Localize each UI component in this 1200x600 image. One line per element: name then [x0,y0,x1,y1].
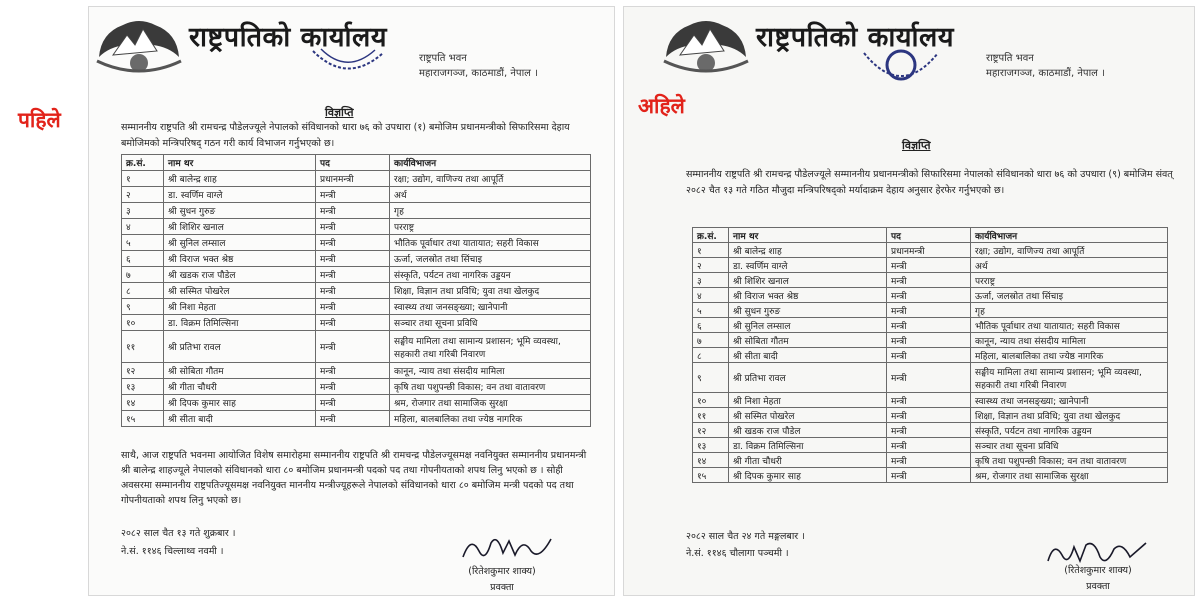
name-cell: श्री खडक राज पौडेल [164,267,316,283]
table-row [693,423,1168,438]
serial-cell: ४ [122,219,164,235]
name-cell: श्री निशा मेहता [729,393,887,408]
table-header-row [693,228,1168,243]
name-cell: श्री दिपक कुमार साह [164,395,316,411]
portfolio-cell: कानून, न्याय तथा संसदीय मामिला [390,363,591,379]
nepal-sambat-date-line: ने.सं. ११४६ चौलागा पञ्चमी । [686,548,789,559]
post-cell: मन्त्री [887,318,971,333]
address-line-1: राष्ट्रपति भवन [419,53,467,64]
serial-cell: ८ [693,348,729,363]
notice-before [88,6,615,596]
table-row [693,273,1168,288]
column-header: कार्यविभाजन [390,155,591,171]
post-cell: मन्त्री [887,438,971,453]
serial-cell: ९ [693,363,729,393]
post-cell: मन्त्री [316,187,390,203]
serial-cell: १४ [693,453,729,468]
column-header: क्र.सं. [122,155,164,171]
signer-title: प्रवक्ता [490,582,514,593]
serial-cell: १० [122,315,164,331]
signer-name: (रितेशकुमार शाक्य) [1064,565,1132,576]
post-cell: मन्त्री [316,395,390,411]
signatory [1028,563,1168,595]
address-line-1: राष्ट्रपति भवन [986,53,1034,64]
office-title: राष्ट्रपतिको कार्यालय [756,22,954,53]
table-row [693,258,1168,273]
portfolio-cell: परराष्ट्र [971,273,1168,288]
name-cell: श्री सीता बादी [164,411,316,427]
post-cell: मन्त्री [316,219,390,235]
post-cell: मन्त्री [316,411,390,427]
portfolio-cell: श्रम, रोजगार तथा सामाजिक सुरक्षा [390,395,591,411]
name-cell: श्री सुनिल लम्साल [729,318,887,333]
name-cell: श्री सस्मित पोखरेल [164,283,316,299]
nepal-emblem-icon [93,11,185,83]
handwritten-signature [457,531,557,565]
post-cell: मन्त्री [887,333,971,348]
name-cell: श्री निशा मेहता [164,299,316,315]
name-cell: श्री सुधन गुरुङ [164,203,316,219]
table-row [693,303,1168,318]
portfolio-cell: श्रम, रोजगार तथा सामाजिक सुरक्षा [971,468,1168,483]
serial-cell: १ [122,171,164,187]
portfolio-cell: महिला, बालबालिका तथा ज्येष्ठ नागरिक [971,348,1168,363]
serial-cell: ३ [693,273,729,288]
post-cell: मन्त्री [887,303,971,318]
portfolio-cell: स्वास्थ्य तथा जनसङ्ख्या; खानेपानी [390,299,591,315]
serial-cell: ३ [122,203,164,219]
post-cell: मन्त्री [887,408,971,423]
intro-paragraph: सम्माननीय राष्ट्रपति श्री रामचन्द्र पौडेलज्यूले सम्माननीय प्रधानमन्त्रीको सिफारिसमा नेपालको संविधानको धारा ७६ को उपधारा (९) बमोजिम संवत् २०८२ चैत १३ गते गठित मौजुदा मन्त्रिपरिषद्को मर्यादाक्रम देहाय अनुसार हेरफेर गर्नुभएको छ। [686,169,1173,196]
table-row [122,331,591,363]
portfolio-cell: महिला, बालबालिका तथा ज्येष्ठ नागरिक [390,411,591,427]
post-cell: मन्त्री [887,423,971,438]
name-cell: श्री शिशिर खनाल [729,273,887,288]
table-row [122,379,591,395]
post-cell: मन्त्री [887,348,971,363]
table-row [693,438,1168,453]
serial-cell: ९ [122,299,164,315]
table-header-row [122,155,591,171]
after-label: अहिले [638,94,685,118]
signatory [437,564,567,596]
post-cell: मन्त्री [887,468,971,483]
serial-cell: ६ [122,251,164,267]
portfolio-cell: रक्षा; उद्योग, वाणिज्य तथा आपूर्ति [390,171,591,187]
column-header: पद [316,155,390,171]
name-cell: डा. विक्रम तिमिल्सिना [164,315,316,331]
portfolio-cell: अर्थ [971,258,1168,273]
serial-cell: ४ [693,288,729,303]
post-cell: मन्त्री [316,379,390,395]
date-line: २०८२ साल चैत १३ गते शुक्रबार । [121,528,236,539]
portfolio-cell: सञ्चार तथा सूचना प्रविधि [971,438,1168,453]
column-header: पद [887,228,971,243]
post-cell: मन्त्री [316,203,390,219]
portfolio-cell: कानून, न्याय तथा संसदीय मामिला [971,333,1168,348]
portfolio-cell: सङ्घीय मामिला तथा सामान्य प्रशासन; भूमि व्यवस्था, सहकारी तथा गरिबी निवारण [971,363,1168,393]
serial-cell: ११ [693,408,729,423]
portfolio-cell: ऊर्जा, जलस्रोत तथा सिंचाइ [971,288,1168,303]
serial-cell: ७ [693,333,729,348]
address-line-2: महाराजगञ्ज, काठमाडौं, नेपाल । [419,68,538,79]
name-cell: डा. विक्रम तिमिल्सिना [729,438,887,453]
address-line-2: महाराजगञ्ज, काठमाडौं, नेपाल । [986,68,1105,79]
table-row [693,393,1168,408]
post-cell: प्रधानमन्त्री [887,243,971,258]
portfolio-cell: स्वास्थ्य तथा जनसङ्ख्या; खानेपानी [971,393,1168,408]
name-cell: श्री बालेन्द्र शाह [729,243,887,258]
serial-cell: १३ [122,379,164,395]
serial-cell: ११ [122,331,164,363]
table-row [122,251,591,267]
post-cell: मन्त्री [316,283,390,299]
post-cell: मन्त्री [316,267,390,283]
name-cell: श्री दिपक कुमार साह [729,468,887,483]
table-row [122,171,591,187]
before-label: पहिले [18,108,61,132]
post-cell: मन्त्री [316,363,390,379]
portfolio-cell: सङ्घीय मामिला तथा सामान्य प्रशासन; भूमि व्यवस्था, सहकारी तथा गरिबी निवारण [390,331,591,363]
column-header: नाम थर [729,228,887,243]
table-row [693,468,1168,483]
serial-cell: १५ [693,468,729,483]
portfolio-cell: गृह [971,303,1168,318]
portfolio-cell: गृह [390,203,591,219]
table-row [122,203,591,219]
table-row [693,243,1168,258]
ministers-table [121,154,591,427]
column-header: कार्यविभाजन [971,228,1168,243]
portfolio-cell: संस्कृति, पर्यटन तथा नागरिक उड्डयन [390,267,591,283]
post-cell: मन्त्री [316,235,390,251]
name-cell: श्री सोबिता गौतम [164,363,316,379]
serial-cell: १२ [693,423,729,438]
office-seal-stamp [307,45,389,85]
portfolio-cell: भौतिक पूर्वाधार तथा यातायात; सहरी विकास [390,235,591,251]
table-row [122,235,591,251]
serial-cell: ७ [122,267,164,283]
portfolio-cell: कृषि तथा पशुपन्छी विकास; वन तथा वातावरण [390,379,591,395]
portfolio-cell: परराष्ट्र [390,219,591,235]
name-cell: श्री गीता चौधरी [729,453,887,468]
table-row [122,395,591,411]
name-cell: श्री विराज भक्त श्रेष्ठ [729,288,887,303]
post-cell: प्रधानमन्त्री [316,171,390,187]
name-cell: डा. स्वर्णिम वाग्ले [729,258,887,273]
name-cell: श्री सोबिता गौतम [729,333,887,348]
signer-name: (रितेशकुमार शाक्य) [468,566,536,577]
serial-cell: १४ [122,395,164,411]
serial-cell: २ [122,187,164,203]
serial-cell: १ [693,243,729,258]
ministers-table [692,227,1168,483]
table-row [693,318,1168,333]
serial-cell: ५ [693,303,729,318]
column-header: नाम थर [164,155,316,171]
office-address [419,51,538,81]
table-row [122,299,591,315]
serial-cell: २ [693,258,729,273]
serial-cell: ८ [122,283,164,299]
notice-heading: विज्ञप्ति [325,106,354,119]
office-title: राष्ट्रपतिको कार्यालय [189,22,387,53]
name-cell: श्री प्रतिभा रावल [164,331,316,363]
portfolio-cell: अर्थ [390,187,591,203]
column-header: क्र.सं. [693,228,729,243]
portfolio-cell: शिक्षा, विज्ञान तथा प्रविधि; युवा तथा खेलकुद [390,283,591,299]
post-cell: मन्त्री [887,393,971,408]
portfolio-cell: सञ्चार तथा सूचना प्रविधि [390,315,591,331]
post-cell: मन्त्री [316,331,390,363]
post-cell: मन्त्री [887,453,971,468]
table-row [122,187,591,203]
closing-paragraph: साथै, आज राष्ट्रपति भवनमा आयोजित विशेष समारोहमा सम्माननीय राष्ट्रपति श्री रामचन्द्र पौडेलज्यूसमक्ष नवनियुक्त सम्माननीय प्रधानमन्त्री श्री बालेन्द्र शाहज्यूले नेपालको संविधानको धारा ८० बमोजिम प्रधानमन्त्री पदको पद तथा गोपनीयताको शपथ लिनु भएको छ । सोही अवसरमा सम्माननीय राष्ट्रपतिज्यूसमक्ष नवनियुक्त माननीय मन्त्रीज्यूहरूले नेपालको संविधानको धारा ८० बमोजिम मन्त्री पदको पद तथा गोपनीयताको शपथ लिनु भएको छ। [121,450,587,506]
portfolio-cell: कृषि तथा पशुपन्छी विकास; वन तथा वातावरण [971,453,1168,468]
name-cell: श्री बालेन्द्र शाह [164,171,316,187]
name-cell: श्री सुधन गुरुङ [729,303,887,318]
post-cell: मन्त्री [316,315,390,331]
serial-cell: १० [693,393,729,408]
post-cell: मन्त्री [316,251,390,267]
table-row [122,363,591,379]
name-cell: श्री सीता बादी [729,348,887,363]
serial-cell: ६ [693,318,729,333]
signer-title: प्रवक्ता [1086,581,1110,592]
nepal-sambat-date-line: ने.सं. ११४६ चिल्लाथ्व नवमी । [121,546,224,557]
table-row [693,363,1168,393]
table-row [122,267,591,283]
name-cell: श्री विराज भक्त श्रेष्ठ [164,251,316,267]
notice-after [623,6,1195,596]
office-seal-stamp [858,43,944,95]
portfolio-cell: रक्षा; उद्योग, वाणिज्य तथा आपूर्ति [971,243,1168,258]
name-cell: श्री गीता चौधरी [164,379,316,395]
portfolio-cell: भौतिक पूर्वाधार तथा यातायात; सहरी विकास [971,318,1168,333]
name-cell: श्री प्रतिभा रावल [729,363,887,393]
table-row [122,219,591,235]
portfolio-cell: शिक्षा, विज्ञान तथा प्रविधि; युवा तथा खेलकुद [971,408,1168,423]
name-cell: श्री शिशिर खनाल [164,219,316,235]
office-address [986,51,1105,81]
serial-cell: १३ [693,438,729,453]
portfolio-cell: ऊर्जा, जलस्रोत तथा सिंचाइ [390,251,591,267]
serial-cell: ५ [122,235,164,251]
table-row [693,333,1168,348]
name-cell: श्री सुनिल लम्साल [164,235,316,251]
table-row [693,348,1168,363]
post-cell: मन्त्री [887,288,971,303]
notice-heading: विज्ञप्ति [902,139,931,152]
table-row [693,288,1168,303]
portfolio-cell: संस्कृति, पर्यटन तथा नागरिक उड्डयन [971,423,1168,438]
name-cell: श्री खडक राज पौडेल [729,423,887,438]
post-cell: मन्त्री [316,299,390,315]
table-row [122,411,591,427]
name-cell: डा. स्वर्णिम वाग्ले [164,187,316,203]
serial-cell: १५ [122,411,164,427]
post-cell: मन्त्री [887,363,971,393]
serial-cell: १२ [122,363,164,379]
nepal-emblem-icon [660,11,752,83]
table-row [693,453,1168,468]
post-cell: मन्त्री [887,273,971,288]
intro-paragraph: सम्माननीय राष्ट्रपति श्री रामचन्द्र पौडेलज्यूले नेपालको संविधानको धारा ७६ को उपधारा (१) बमोजिम प्रधानमन्त्रीको सिफारिसमा देहाय बमोजिमको मन्त्रिपरिषद् गठन गरी कार्य विभाजन गर्नुभएको छ। [121,122,570,149]
table-row [122,315,591,331]
post-cell: मन्त्री [887,258,971,273]
name-cell: श्री सस्मित पोखरेल [729,408,887,423]
table-row [122,283,591,299]
date-line: २०८२ साल चैत २४ गते मङ्गलबार । [686,531,805,542]
table-row [693,408,1168,423]
